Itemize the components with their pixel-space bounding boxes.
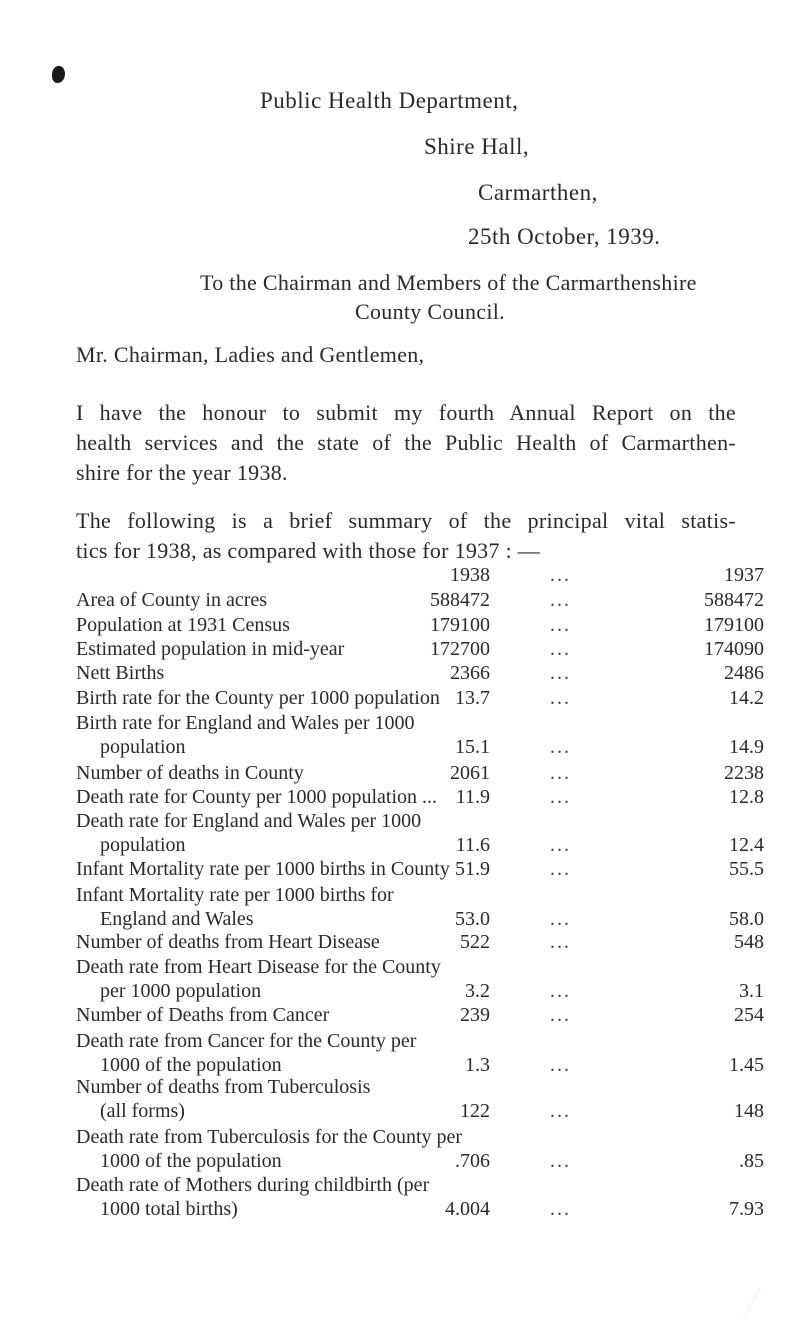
value-1937: 55.5 — [729, 858, 764, 880]
greeting: Mr. Chairman, Ladies and Gentlemen, — [76, 342, 425, 367]
row-label: Number of Deaths from Cancer — [76, 1004, 330, 1026]
row-label: Birth rate for England and Wales per 1000 — [76, 712, 415, 734]
row-label-continuation: 1000 of the population — [100, 1054, 282, 1076]
row-label-continuation: 1000 of the population — [100, 1150, 282, 1172]
table-row — [76, 1004, 776, 1032]
value-1938: .706 — [455, 1150, 490, 1172]
row-label-continuation: England and Wales — [100, 908, 254, 930]
leader-dots: ... — [550, 564, 571, 586]
value-1937: 58.0 — [729, 908, 764, 930]
value-1937: 174090 — [704, 638, 764, 660]
row-label: Infant Mortality rate per 1000 births for — [76, 884, 394, 906]
addressee-line-1: To the Chairman and Members of the Carmarthenshire — [200, 270, 697, 295]
row-label: Number of deaths from Heart Disease — [76, 931, 380, 953]
paragraph-1-line-1: I have the honour to submit my fourth Annual Report on the — [76, 400, 736, 425]
row-label: Death rate for England and Wales per 1000 — [76, 810, 422, 832]
paragraph-2-line-1: The following is a brief summary of the principal vital statis- — [76, 508, 736, 533]
value-1937: 254 — [734, 1004, 764, 1026]
value-1937: 2238 — [724, 762, 764, 784]
value-1938: 122 — [460, 1100, 490, 1122]
value-1938: 2366 — [450, 662, 490, 684]
paragraph-1 — [76, 398, 736, 488]
row-label: Death rate from Cancer for the County per — [76, 1030, 417, 1052]
value-1937: 12.4 — [729, 834, 764, 856]
row-label-continuation: (all forms) — [100, 1100, 185, 1122]
column-header-1937: 1937 — [724, 564, 764, 586]
address-building: Shire Hall, — [424, 134, 530, 159]
row-label: Infant Mortality rate per 1000 births in County — [76, 858, 450, 880]
value-1937: 1.45 — [729, 1054, 764, 1076]
leader-dots: ... — [550, 662, 571, 684]
value-1938: 588472 — [430, 589, 490, 611]
leader-dots: ... — [550, 931, 571, 953]
leader-dots: ... — [550, 762, 571, 784]
paper-mark — [743, 1288, 792, 1336]
table-row — [76, 736, 776, 764]
leader-dots: ... — [550, 614, 571, 636]
table-row — [76, 687, 776, 715]
value-1937: 548 — [734, 931, 764, 953]
value-1937: .85 — [739, 1150, 764, 1172]
row-label-continuation: 1000 total births) — [100, 1198, 238, 1220]
row-label: Birth rate for the County per 1000 population — [76, 687, 440, 709]
addressee — [200, 268, 697, 326]
paragraph-2-line-2: tics for 1938, as compared with those for 1937 : — — [76, 538, 541, 563]
letter-date: 25th October, 1939. — [468, 224, 661, 249]
value-1938: 53.0 — [455, 908, 490, 930]
leader-dots: ... — [550, 980, 571, 1002]
value-1938: 13.7 — [455, 687, 490, 709]
leader-dots: ... — [550, 736, 571, 758]
value-1937: 14.9 — [729, 736, 764, 758]
leader-dots: ... — [550, 908, 571, 930]
paragraph-1-line-3: shire for the year 1938. — [76, 460, 288, 485]
row-label: Area of County in acres — [76, 589, 268, 611]
paragraph-1-line-2: health services and the state of the Public Health of Carmarthen- — [76, 430, 736, 455]
value-1937: 2486 — [724, 662, 764, 684]
table-row — [76, 1100, 776, 1128]
leader-dots: ... — [550, 1100, 571, 1122]
row-label: Death rate for County per 1000 population ... — [76, 786, 438, 808]
row-label: Population at 1931 Census — [76, 614, 290, 636]
column-header-1938: 1938 — [450, 564, 490, 586]
value-1937: 148 — [734, 1100, 764, 1122]
row-label-continuation: population — [100, 834, 186, 856]
value-1938: 3.2 — [465, 980, 490, 1002]
value-1937: 179100 — [704, 614, 764, 636]
leader-dots: ... — [550, 1054, 571, 1076]
ink-blot — [52, 66, 65, 83]
row-label: Death rate of Mothers during childbirth (per — [76, 1174, 430, 1196]
row-label: Nett Births — [76, 662, 165, 684]
addressee-line-2: County Council. — [355, 299, 505, 324]
value-1938: 2061 — [450, 762, 490, 784]
address-department: Public Health Department, — [260, 88, 519, 113]
table-row — [76, 931, 776, 959]
table-row — [76, 589, 776, 617]
value-1937: 7.93 — [729, 1198, 764, 1220]
value-1938: 15.1 — [455, 736, 490, 758]
leader-dots: ... — [550, 687, 571, 709]
paragraph-2 — [76, 506, 736, 566]
leader-dots: ... — [550, 834, 571, 856]
value-1937: 12.8 — [729, 786, 764, 808]
table-row — [76, 858, 776, 886]
value-1938: 11.6 — [455, 834, 490, 856]
row-label: Estimated population in mid-year — [76, 638, 345, 660]
value-1938: 51.9 — [455, 858, 490, 880]
table-row — [76, 662, 776, 690]
row-label: Death rate from Heart Disease for the County — [76, 956, 441, 978]
value-1938: 1.3 — [465, 1054, 490, 1076]
value-1938: 172700 — [430, 638, 490, 660]
value-1938: 11.9 — [455, 786, 490, 808]
leader-dots: ... — [550, 589, 571, 611]
value-1938: 179100 — [430, 614, 490, 636]
address-town: Carmarthen, — [478, 180, 598, 205]
row-label-continuation: per 1000 population — [100, 980, 262, 1002]
value-1938: 239 — [460, 1004, 490, 1026]
row-label: Death rate from Tuberculosis for the County per — [76, 1126, 463, 1148]
leader-dots: ... — [550, 1198, 571, 1220]
value-1937: 3.1 — [739, 980, 764, 1002]
value-1937: 588472 — [704, 589, 764, 611]
row-label: Number of deaths in County — [76, 762, 304, 784]
leader-dots: ... — [550, 786, 571, 808]
table-header-row — [76, 564, 776, 592]
value-1937: 14.2 — [729, 687, 764, 709]
leader-dots: ... — [550, 1004, 571, 1026]
leader-dots: ... — [550, 638, 571, 660]
leader-dots: ... — [550, 858, 571, 880]
row-label-continuation: population — [100, 736, 186, 758]
table-row — [76, 1198, 776, 1226]
row-label: Number of deaths from Tuberculosis — [76, 1076, 371, 1098]
value-1938: 4.004 — [445, 1198, 490, 1220]
leader-dots: ... — [550, 1150, 571, 1172]
value-1938: 522 — [460, 931, 490, 953]
